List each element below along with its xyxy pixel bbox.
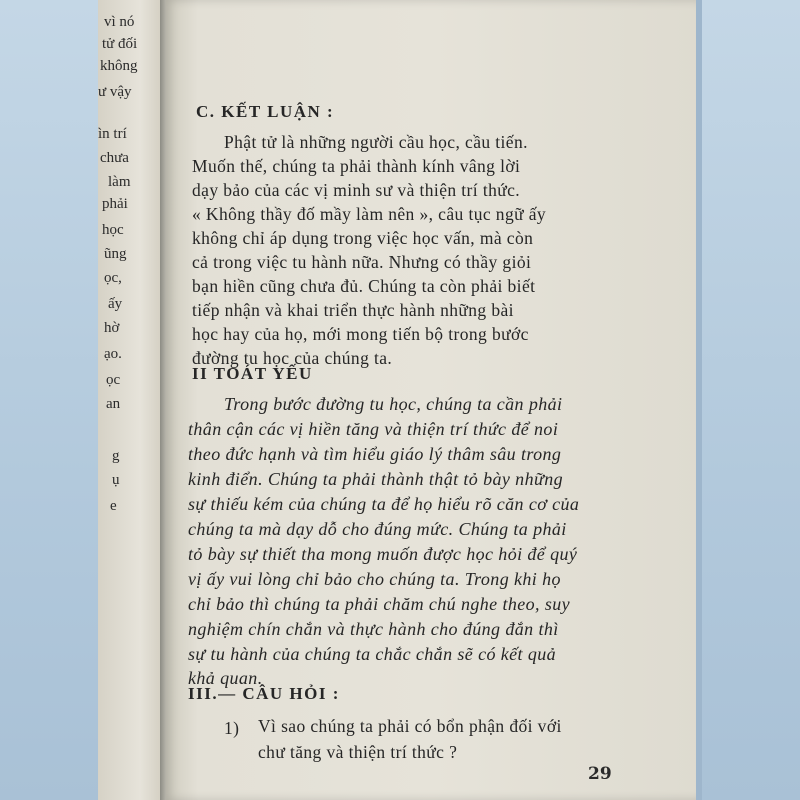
text-line: theo đức hạnh và tìm hiểu giáo lý thâm sâu trong [188,444,562,464]
text-line: chỉ bảo thì chúng ta phải chăm chú nghe theo, suy [188,594,571,614]
text-line: thân cận các vị hiền tăng và thiện trí thức để noi [188,419,559,439]
left-page-fragment: g [112,448,120,464]
heading-ii: II TOÁT YẾU [192,364,313,383]
text-line: chúng ta mà dạy dỗ cho đúng mức. Chúng ta phải [188,519,567,539]
left-page-fragment: chưa [100,150,129,166]
left-page-fragment: ìn trí [98,126,127,142]
text-line: đường tu học của chúng ta. [192,348,393,368]
left-page-fragment: tử đối [102,36,138,52]
text-line: Trong bước đường tu học, chúng ta cần phải [224,394,563,414]
text-line: nghiệm chín chắn và thực hành cho đúng đắn thì [188,619,559,639]
text-line: tiếp nhận và khai triển thực hành những bài [192,300,514,320]
text-line: sự thiếu kém của chúng ta để họ hiểu rõ căn cơ của [188,494,580,514]
text-line: « Không thầy đố mầy làm nên », câu tục ngữ ấy [192,204,547,224]
text-line: khả quan. [188,668,263,688]
question-number: 1) [224,718,240,738]
left-page-fragment: ọc [106,372,121,388]
text-line: dạy bảo của các vị minh sư và thiện trí thức. [192,180,521,200]
left-page-fragment: học [102,222,124,238]
left-page-fragment: e [110,498,117,514]
text-line: Phật tử là những người cầu học, cầu tiến. [224,132,528,152]
left-page-fragment: vì nó [104,14,135,30]
text-line: vị ấy vui lòng chỉ bảo cho chúng ta. Trong khi họ [188,569,561,589]
text-line: bạn hiền cũng chưa đủ. Chúng ta còn phải biết [192,276,536,296]
left-page-fragment: không [100,58,138,74]
question-line: chư tăng và thiện trí thức ? [258,742,458,762]
text-line: cả trong việc tu hành nữa. Nhưng có thầy giỏi [192,252,532,272]
heading-c: C. KẾT LUẬN : [196,102,335,121]
text-line: tỏ bày sự thiết tha mong muốn được học hỏi để quý [188,544,578,564]
left-page-fragment: ũng [104,246,127,262]
left-page [98,0,168,800]
left-page-fragment: ụ [112,472,120,488]
page-edge [696,0,702,800]
text-line: không chỉ áp dụng trong việc học vấn, mà còn [192,228,534,248]
text-line: kinh điển. Chúng ta phải thành thật tỏ bày những [188,469,563,489]
left-page-fragment: ư vậy [98,84,132,100]
text-line: sự tu hành của chúng ta chắc chắn sẽ có kết quả [188,644,557,664]
left-page-fragment: an [106,396,121,412]
left-page-fragment: ạo. [104,346,122,362]
heading-iii: III.— CÂU HỎI : [188,684,340,703]
left-page-fragment: hờ [104,320,120,336]
text-line: học hay của họ, mới mong tiến bộ trong bước [192,324,529,344]
question-line: Vì sao chúng ta phải có bổn phận đối với [258,716,562,736]
left-page-fragment: ấy [108,296,123,312]
left-page-fragment: phải [102,196,128,212]
text-line: Muốn thế, chúng ta phải thành kính vâng lời [192,156,521,176]
page-number: 29 [588,764,612,784]
left-page-fragment: ọc, [104,270,122,286]
left-page-fragment: làm [108,174,131,190]
